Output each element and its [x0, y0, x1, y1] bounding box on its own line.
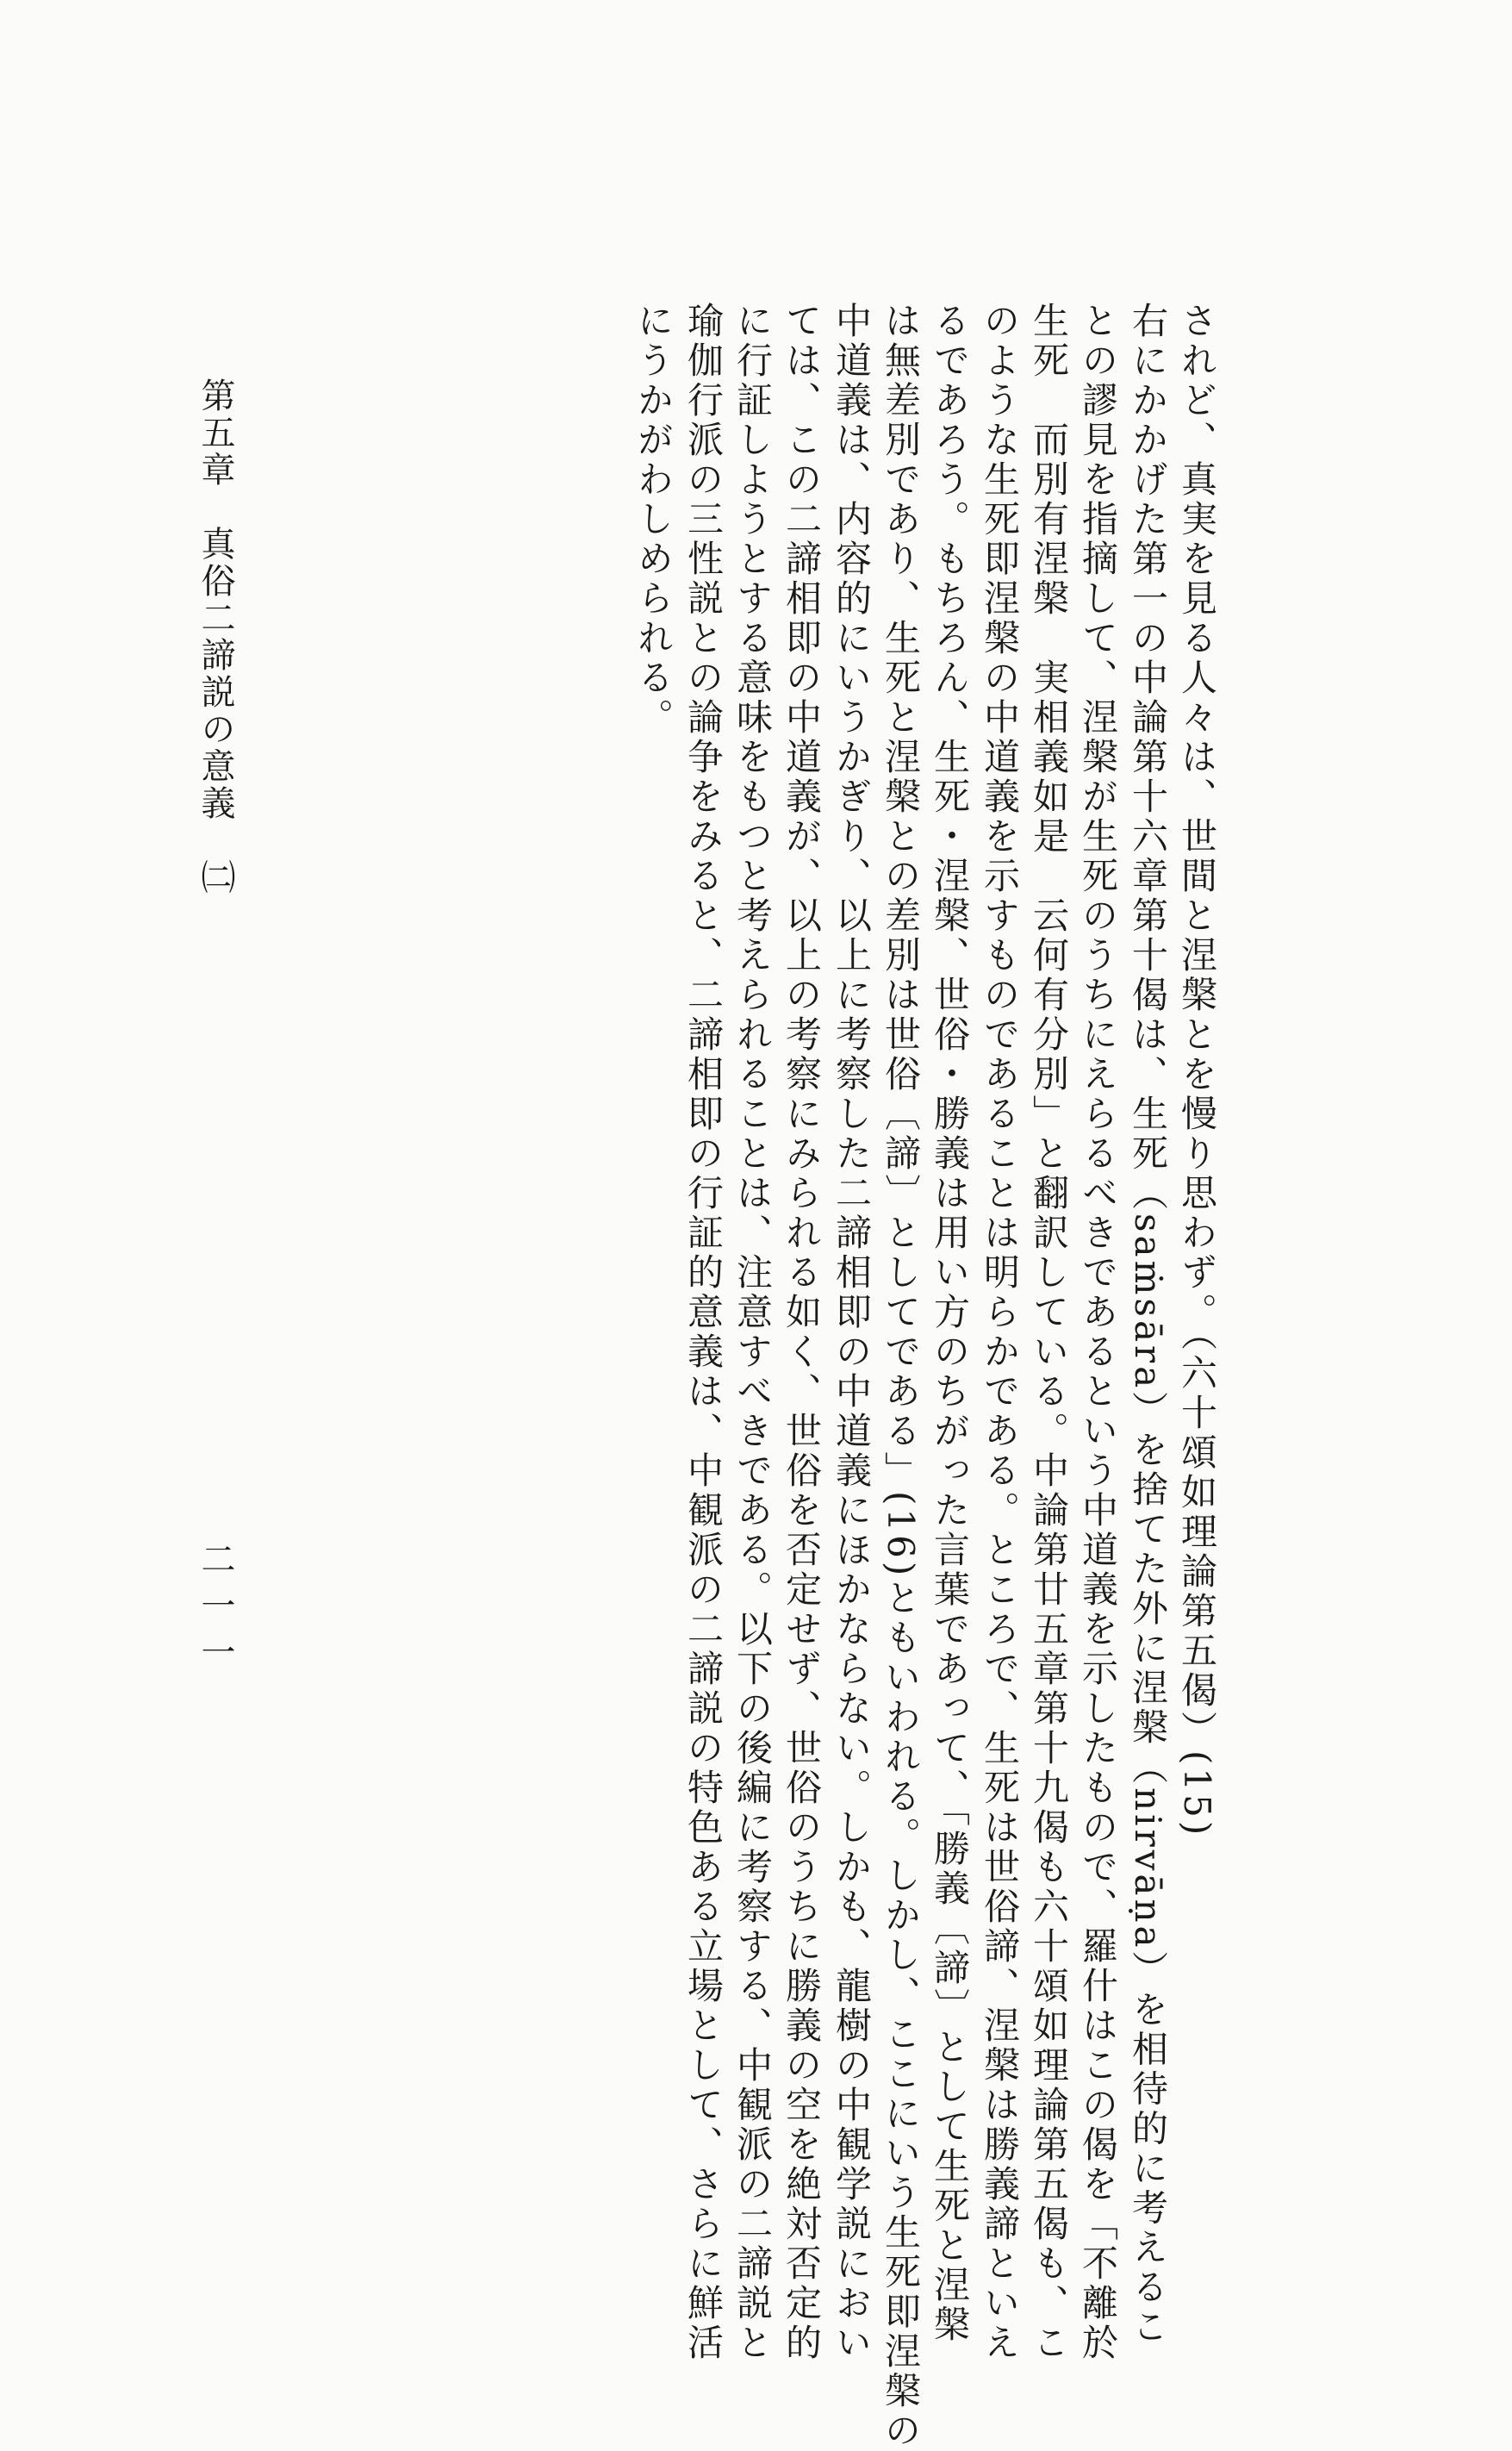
text-column-10: に行証しようとする意味をもつと考えられることは、注意すべきである。以下の後編に考察する、中観派の二諦説と [731, 302, 774, 2363]
page-number: 二一一 [196, 1541, 235, 1681]
text-column-4: 生死 而別有涅槃 実相義如是 云何有分別」と翻訳している。中論第廿五章第十九偈も六十頌如理論第五偈も、こ [1028, 302, 1070, 2363]
text-column-1: されど、真実を見る人々は、世間と涅槃とを慢り思わず。（六十頌如理論第五偈）(15) [1176, 302, 1218, 1839]
text-column-7: は無差別であり、生死と涅槃との差別は世俗〔諦〕としてである」(16)ともいわれる。しかし、ここにいう生死即涅槃の [880, 302, 922, 2451]
text-column-6: るであろう。もちろん、生死・涅槃、世俗・勝義は用い方のちがった言葉であって、「勝義〔諦〕として生死と涅槃 [929, 302, 971, 2345]
text-column-3: との謬見を指摘して、涅槃が生死のうちにえらるべきであるという中道義を示したもので、羅什はこの偈を「不離於 [1077, 302, 1119, 2363]
text-column-2: 右にかかげた第一の中論第十六章第十偈は、生死（saṁsāra）を捨てた外に涅槃（nirvāṇa）を相待的に考えるこ [1127, 302, 1169, 2348]
chapter-header: 第五章 真俗二諦説の意義 ㈡ [196, 377, 235, 896]
text-column-5: のような生死即涅槃の中道義を示すものであることは明らかである。ところで、生死は世俗諦、涅槃は勝義諦といえ [979, 302, 1021, 2363]
text-column-11: 瑜伽行派の三性説との論争をみると、二諦相即の行証的意義は、中観派の二諦説の特色ある立場として、さらに鮮活 [682, 302, 725, 2363]
text-column-12: にうかがわしめられる。 [632, 302, 675, 738]
text-column-8: 中道義は、内容的にいうかぎり、以上に考察した二諦相即の中道義にほかならない。しかも、龍樹の中観学説におい [831, 302, 873, 2363]
text-column-9: ては、この二諦相即の中道義が、以上の考察にみられる如く、世俗を否定せず、世俗のうちに勝義の空を絶対否定的 [781, 302, 823, 2363]
